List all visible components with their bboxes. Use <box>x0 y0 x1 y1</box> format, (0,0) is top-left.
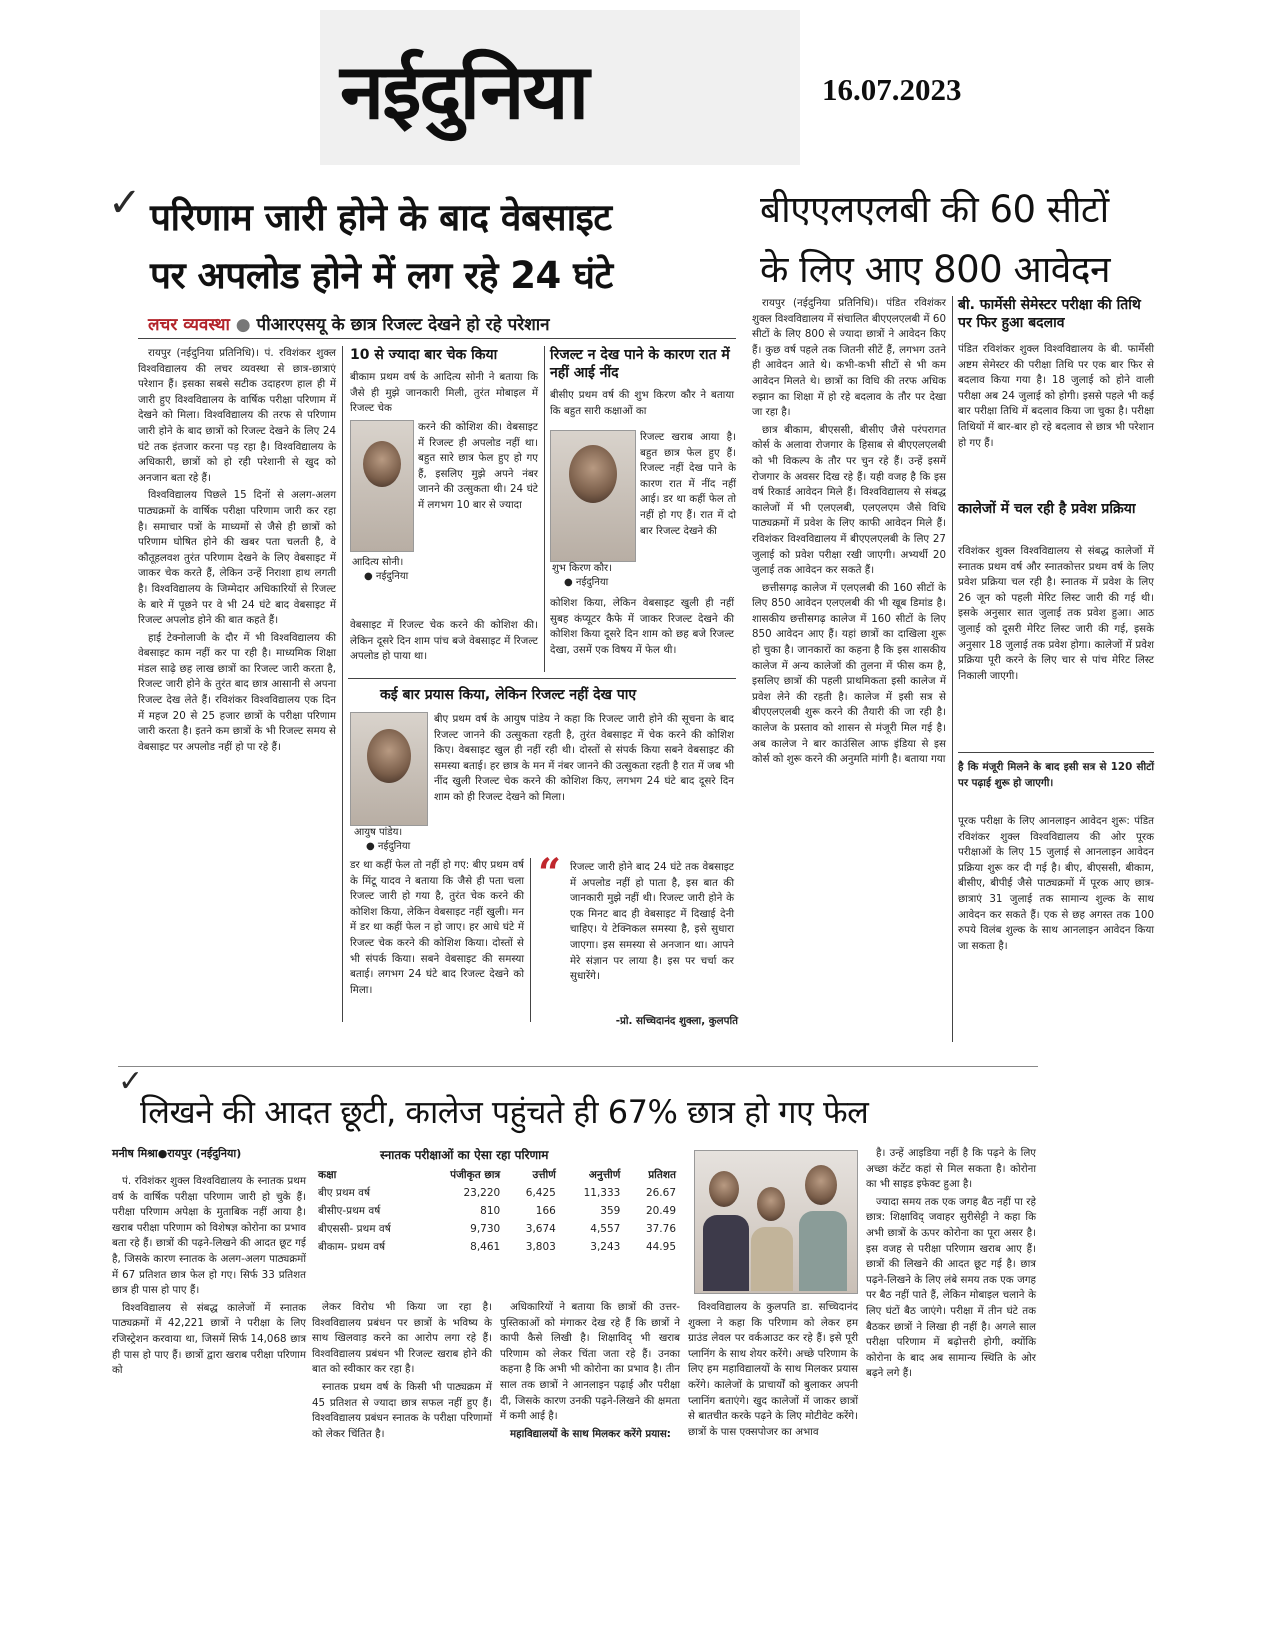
box3-caption-name: आयुष पांडेय। <box>354 827 403 838</box>
divider <box>138 338 736 339</box>
paragraph: ज्यादा समय तक एक जगह बैठ नहीं पा रहे छात्र: शिक्षाविद् जवाहर सुरीसेट्टी ने कहा कि अभी छात्रों के ऊपर कोरोना का पूरा असर है। इस वजह से परीक्षा परिणाम खराब आए हैं। छात्रों की लिखने की आदत छूट गई है। छात्र पढ़ने-लिखने के लिए लंबे समय तक एक जगह पर बैठ नहीं पाते हैं, लेकिन मोबाइल चलाने के लिए घंटों बैठ जाएंगे। परीक्षा में तीन घंटे तक बैठकर छात्रों ने लिखा ही नहीं है। अगले साल परीक्षा परिणाम में बढ़ोत्तरी होगी, क्योंकि कोरोना के बाद अब सामान्य स्थिति के ओर बढ़ने लगे हैं। <box>866 1195 1036 1380</box>
admission-text: रविशंकर शुक्ल विश्वविद्यालय से संबद्ध कालेजों में स्नातक प्रथम वर्ष और स्नातकोत्तर प्रथम वर्ष के लिए प्रवेश प्रक्रिया चल रही है। स्नातक में प्रवेश के लिए 26 जून को पहली मेरिट लिस्ट जारी की गई थी। इसके अनुसार सात जुलाई तक प्रवेश हुआ। आठ जुलाई को दूसरी मेरिट लिस्ट जारी की गई, इसके अनुसार 18 जुलाई तक प्रवेश होगा। कालेजों में प्रवेश प्रक्रिया पूरी करने के लिए चार से पांच मेरिट लिस्ट निकाली जाएगी। <box>958 545 1154 682</box>
paragraph: लेकर विरोध भी किया जा रहा है। विश्वविद्यालय प्रबंधन पर छात्रों के भविष्य के साथ खिलवाड़ करने का आरोप लगा रहे हैं। विश्वविद्यालय प्रबंधन भी रिजल्ट खराब होने की बात को स्वीकार कर रहा है। <box>312 1301 492 1376</box>
table-cell: 26.67 <box>645 1187 676 1199</box>
paragraph: है। उन्हें आइडिया नहीं है कि पढ़ने के लिए अच्छा कंटेंट कहां से मिल सकता है। कोरोना का भी साइड इफेक्ट हुआ है। <box>866 1147 1036 1191</box>
table-cell: 810 <box>480 1205 501 1217</box>
supplementary-exam-text: पूरक परीक्षा के लिए आनलाइन आवेदन शुरू: पंडित रविशंकर शुक्ल विश्वविद्यालय की ओर पूरक परीक्षाओं के लिए 15 जुलाई से आनलाइन आवेदन प्रक्रिया शुरू कर दी गई है। बीए, बीएससी, बीकाम, बीसीए, बीपीई जैसे पाठ्यक्रमों में पूरक आए छात्र-छात्राएं 31 जुलाई तक सामान्य शुल्क के साथ आवेदन कर सकते हैं। एक से छह अगस्त तक 100 रुपये विलंब शुल्क के साथ आनलाइन आवेदन किया जा सकता है। <box>958 815 1154 952</box>
portrait-face <box>805 1165 837 1205</box>
table-cell: 3,803 <box>525 1241 556 1253</box>
result-table-title: स्नातक परीक्षाओं का ऐसा रहा परिणाम <box>380 1148 549 1162</box>
table-cell: 23,220 <box>463 1187 501 1199</box>
table-cell: 20.49 <box>645 1205 676 1217</box>
pharmacy-subhead: बी. फार्मेसी सेमेस्टर परीक्षा की तिथि पर फिर हुआ बदलाव <box>958 297 1141 331</box>
table-cell: 9,730 <box>470 1223 501 1235</box>
box3-caption-source: ● नईदुनिया <box>366 841 411 852</box>
masthead-title: नईदुनिया <box>340 47 588 136</box>
paragraph: विश्वविद्यालय पिछले 15 दिनों से अलग-अलग पाठ्यक्रमों के वार्षिक परीक्षा परिणाम जारी कर रहा है। समाचार पत्रों के माध्यमों से जैसे ही छात्रों को परिणाम घोषित होने की खबर पता चलती है, वे कौतूहलवश तुरंत परिणाम देखने के लिए वेबसाइट में जाकर चेक करते हैं, लेकिन उन्हें निराशा हाथ लगती है। विश्वविद्यालय के जिम्मेदार अधिकारियों से रिजल्ट के बारे में पूछने पर वे भी 24 घंटे बाद वेबसाइट में रिजल्ट अपलोड होने की बात कहते हैं। <box>138 489 336 627</box>
column-header: कक्षा <box>318 1169 337 1181</box>
vc-quote-attribution: -प्रो. सच्चिदानंद शुक्ला, कुलपति <box>615 1015 738 1027</box>
portrait-face <box>569 445 617 503</box>
table-cell: 359 <box>600 1205 621 1217</box>
story1-headline-line2: पर अपलोड होने में लग रहे 24 घंटे <box>150 254 613 297</box>
table-cell: बीए प्रथम वर्ष <box>318 1187 371 1199</box>
column-header: प्रतिशत <box>648 1169 676 1181</box>
check-mark-icon: ✓ <box>118 1064 144 1099</box>
paragraph: विश्वविद्यालय के कुलपति डा. सच्चिदानंद शुक्ला ने कहा कि परिणाम को लेकर हम ग्राउंड लेवल पर वर्कआउट कर रहे हैं। इसे पूरी प्लानिंग के साथ शेयर करेंगे। अच्छे परिणाम के लिए हम महाविद्यालयों के साथ मिलकर प्रयास करेंगे। कालेजों के प्राचार्यों को बुलाकर अपनी प्लानिंग बताएंगे। खुद कालेजों में जाकर छात्रों से बातचीत करके पढ़ने के लिए मोटीवेट करेंगे। छात्रों के पास एक्सपोजर का अभाव <box>688 1301 858 1438</box>
figure-body <box>751 1227 793 1291</box>
paragraph: पं. रविशंकर शुक्ल विश्वविद्यालय के स्नातक प्रथम वर्ष के वार्षिक परीक्षा परिणाम जारी हो चुके हैं। परीक्षा परिणाम अपेक्षा के मुताबिक नहीं आया है। खराब परीक्षा परिणाम को विशेषज्ञ कोरोना का प्रभाव बता रहे हैं। छात्रों की पढ़ने-लिखने की आदत छूट गई है, जिसके कारण स्नातक के अलग-अलग पाठ्यक्रमों में 67 प्रतिशत छात्र फेल हो गए। सिर्फ 33 प्रतिशत छात्र ही पास हो पाए हैं। <box>112 1175 306 1297</box>
quote-mark-icon: “ <box>538 850 562 897</box>
story1-kicker: लचर व्यवस्था <box>148 315 230 335</box>
figure-body <box>703 1215 749 1291</box>
box1-title: 10 से ज्यादा बार चेक किया <box>350 347 498 363</box>
check-mark-icon: ✓ <box>108 180 142 226</box>
portrait-face <box>709 1171 739 1207</box>
table-cell: 4,557 <box>590 1223 621 1235</box>
story3-column4 <box>688 1300 858 1442</box>
table-cell: 3,243 <box>590 1241 621 1253</box>
box3-text: बीए प्रथम वर्ष के आयुष पांडेय ने कहा कि रिजल्ट जारी होने की सूचना के बाद रिजल्ट जानने की उत्सुकता रहती है, तुरंत वेबसाइट में चेक करने की कोशिश किए। वेबसाइट खुल ही नहीं रही थी। दोस्तों से संपर्क किया सबने वेबसाइट की समस्या बताई। हर छात्र के मन में नंबर जानने की उत्सुकता रहती है रात में जब भी नींद खुली रिजल्ट चेक करने की कोशिश किए, लगभग 24 घंटे बाद दूसरे दिन शाम को ही रिजल्ट देखने को मिला। <box>434 713 734 803</box>
paragraph: अधिकारियों ने बताया कि छात्रों की उत्तर-पुस्तिकाओं को मंगाकर देख रहे हैं कि छात्रों ने कापी कैसे लिखी है। शिक्षाविद् भी खराब परिणाम को लेकर चिंता जता रहे हैं। उनका कहना है कि अभी भी कोरोना का प्रभाव है। तीन साल तक छात्रों ने आनलाइन पढ़ाई और परीक्षा दी, जिसके कारण उनकी पढ़ने-लिखने की क्षमता में कमी आई है। <box>500 1301 680 1423</box>
divider <box>958 752 1154 753</box>
story2-column1 <box>752 296 946 770</box>
table-cell: 8,461 <box>470 1241 501 1253</box>
divider <box>952 296 953 1042</box>
paragraph: रायपुर (नईदुनिया प्रतिनिधि)। पं. रविशंकर शुक्ल विश्वविद्यालय की लचर व्यवस्था से छात्र-छात्राएं परेशान हैं। इसका सबसे सटीक उदाहरण हाल ही में जारी हुए विश्वविद्यालय के वार्षिक परीक्षा परिणाम में देखने को मिला। विश्वविद्यालय की तरफ से परिणाम जारी होने के बाद छात्रों को रिजल्ट देखने के लिए 24 घंटे तक इंतजार करना पड़ रहा है। विश्वविद्यालय के अधिकारी, छात्रों को हो रही परेशानी से खुद को अनजान बता रहे हैं। <box>138 347 336 484</box>
box2-caption-name: शुभ किरण कौर। <box>552 563 612 574</box>
table-cell: 37.76 <box>645 1223 676 1235</box>
figure-body <box>799 1211 847 1291</box>
table-row <box>312 1238 682 1256</box>
table-cell: बीसीए-प्रथम वर्ष <box>318 1205 381 1217</box>
students-group-photo <box>694 1150 858 1294</box>
table-cell: बीकाम- प्रथम वर्ष <box>318 1241 386 1253</box>
portrait-face <box>367 729 411 783</box>
pharmacy-text: पंडित रविशंकर शुक्ल विश्वविद्यालय के बी. फार्मेसी अष्टम सेमेस्टर की परीक्षा तिथि पर एक बार फिर से बदलाव किया गया है। 18 जुलाई को होने वाली परीक्षा अब 24 जुलाई को होगी। इससे पहले भी कई बार परीक्षा तिथि में बदलाव किया जा चुका है। परीक्षा तिथियों में बार-बार हो रहे बदलाव से छात्र भी परेशान हो गए हैं। <box>958 343 1154 449</box>
story1-column1 <box>138 346 336 757</box>
story2-headline-line1: बीएएलएलबी की 60 सीटों <box>760 188 1109 231</box>
table-row <box>312 1202 682 1220</box>
paragraph: विश्वविद्यालय से संबद्ध कालेजों में स्नातक पाठ्यक्रमों में 42,221 छात्रों ने परीक्षा के लिए रजिस्ट्रेशन करवाया था, जिसमें सिर्फ 14,068 छात्र ही पास हो पाए हैं। छात्रों द्वारा खराब परीक्षा परिणाम को <box>112 1301 306 1377</box>
admission-subhead: कालेजों में चल रही है प्रवेश प्रक्रिया <box>958 501 1136 517</box>
box1-text-bottom: वेबसाइट में रिजल्ट चेक करने की कोशिश की। लेकिन दूसरे दिन शाम पांच बजे वेबसाइट में रिजल्ट अपलोड हो पाया था। <box>350 619 538 663</box>
box1-caption-source: ● नईदुनिया <box>364 571 409 582</box>
divider <box>544 346 545 672</box>
vc-quote-text: रिजल्ट जारी होने बाद 24 घंटे तक वेबसाइट में अपलोड नहीं हो पाता है, इस बात की जानकारी मुझे नहीं थी। रिजल्ट जारी होने के एक मिनट बाद ही वेबसाइट में दिखाई देनी चाहिए। ये टेक्निकल समस्या है, इसे सुधारा जाएगा। इस समस्या से अनजान था। आपने मेरे संज्ञान पर लाया है। इस पर चर्चा कर सुधारेंगे। <box>570 861 734 983</box>
photo-aditya-soni <box>350 420 414 552</box>
box2-text-bottom: कोशिश किया, लेकिन वेबसाइट खुली ही नहीं सुबह कंप्यूटर कैफे में जाकर रिजल्ट देखने की कोशिश किया दूसरे दिन शाम को छह बजे रिजल्ट देखा, उसमें एक विषय में फेल थी। <box>550 597 734 656</box>
story3-byline: मनीष मिश्रा●रायपुर (नईदुनिया) <box>112 1147 242 1160</box>
paragraph: छात्र बीकाम, बीएससी, बीसीए जैसे परंपरागत कोर्स के अलावा रोजगार के हिसाब से बीएएलएलबी को भी विकल्प के तौर पर चुन रहे हैं। उन्हें इसमें रोजगार के अवसर दिख रहे हैं। यही वजह है कि इस वर्ष रिकार्ड आवेदन मिले हैं। विश्वविद्यालय से संबद्ध कालेजों में भी एलएलबी, एलएलएम जैसे विधि पाठ्यक्रमों में प्रवेश के लिए काफी आवेदन मिले हैं। रविशंकर विश्वविद्यालय में बीएएलएलबी के लिए 27 जुलाई को प्रवेश परीक्षा रखी जाएगी। अभ्यर्थी 20 जुलाई तक आवेदन कर सकते हैं। <box>752 423 946 577</box>
story3-column3 <box>500 1300 680 1444</box>
story3-column5 <box>866 1146 1036 1384</box>
photo-ayush-pandey <box>350 712 428 826</box>
table-cell: 6,425 <box>525 1187 556 1199</box>
table-header-row <box>312 1166 682 1184</box>
story1-deck <box>148 312 550 335</box>
portrait-face <box>363 441 401 487</box>
divider <box>342 346 343 1022</box>
column-header: उत्तीर्ण <box>532 1169 556 1181</box>
table-cell: बीएससी- प्रथम वर्ष <box>318 1223 391 1235</box>
divider <box>118 1066 1038 1067</box>
table-cell: 166 <box>535 1205 556 1217</box>
result-table <box>312 1166 682 1256</box>
table-cell: 44.95 <box>645 1241 676 1253</box>
story1-headline-line1: परिणाम जारी होने के बाद वेबसाइट <box>150 196 612 239</box>
column-header: अनुत्तीर्ण <box>588 1169 621 1181</box>
box1-text-side: करने की कोशिश की। वेबसाइट में रिजल्ट ही अपलोड नहीं था। बहुत सारे छात्र फेल हुए हो गए हैं, इसलिए मुझे अपने नंबर जानने की उत्सुकता थी। 24 घंटे में लगभग 10 बार से ज्यादा <box>418 421 538 511</box>
story2-headline-line2: के लिए आए 800 आवेदन <box>760 248 1111 291</box>
table-row <box>312 1220 682 1238</box>
story1-deck-text: पीआरएसयू के छात्र रिजल्ट देखने हो रहे परेशान <box>256 315 550 335</box>
portrait-face <box>757 1187 785 1221</box>
table-cell: 11,333 <box>583 1187 621 1199</box>
story2-continuation: है कि मंजूरी मिलने के बाद इसी सत्र से 120 सीटों पर पढ़ाई शुरू हो जाएगी। <box>958 761 1154 789</box>
table-cell: 3,674 <box>525 1223 556 1235</box>
paragraph: स्नातक प्रथम वर्ष के किसी भी पाठ्यक्रम में 45 प्रतिशत से ज्यादा छात्र सफल नहीं हुए हैं। विश्वविद्यालय प्रबंधन स्नातक के परीक्षा परिणामों को लेकर चिंतित है। <box>312 1380 492 1440</box>
paragraph: छत्तीसगढ़ कालेज में एलएलबी की 160 सीटों के लिए 850 आवेदन एलएलबी की भी खूब डिमांड है। शासकीय छत्तीसगढ़ कालेज में 160 सीटों के लिए 850 आवेदन आए हैं। यहां छात्रों का दाखिला शुरू हो चुका है। जानकारों का कहना है कि इस शासकीय कालेज में अन्य कालेजों की तुलना में फीस कम है, इसलिए छात्रों की पहली प्राथमिकता इसी कालेज में प्रवेश लेने की रहती है। कालेज में इसी सत्र से बीएएलएलबी शुरू करने की तैयारी की जा रही है। कालेज के प्रस्ताव को शासन से मंजूरी मिल गई है। अब कालेज ने बार काउंसिल आफ इंडिया से इस कोर्स को शुरू करने की अनुमति मांगी है। बताया गया <box>752 581 946 766</box>
story3-column2 <box>312 1300 492 1444</box>
photo-shubh-kiran-kaur <box>550 430 636 562</box>
divider <box>348 678 736 679</box>
box2-text-top: बीसीए प्रथम वर्ष की शुभ किरण कौर ने बताया कि बहुत सारी कक्षाओं का <box>550 389 734 417</box>
box2-title: रिजल्ट न देख पाने के कारण रात में नहीं आई नींद <box>550 347 730 381</box>
box4-text: डर था कहीं फेल तो नहीं हो गए: बीए प्रथम वर्ष के मिंटू यादव ने बताया कि जैसे ही पता चला रिजल्ट जारी हो गया है, तुरंत चेक करने की कोशिश किया, लेकिन वेबसाइट नहीं खुली। मन में डर था कहीं फेल न हो जाए। हर आधे घंटे में रिजल्ट चेक करने की कोशिश किया। दोस्तों से भी संपर्क किया। सबने वेबसाइट की समस्या बताई। लगभग 24 घंटे बाद रिजल्ट देखने को मिला। <box>350 859 524 996</box>
box2-caption-source: ● नईदुनिया <box>564 577 609 588</box>
subhead-inline: महाविद्यालयों के साथ मिलकर करेंगे प्रयास: <box>510 1427 671 1440</box>
box3-title: कई बार प्रयास किया, लेकिन रिजल्ट नहीं देख पाए <box>380 687 637 703</box>
edition-date: 16.07.2023 <box>822 72 962 107</box>
box2-text-side: रिजल्ट खराब आया है। बहुत छात्र फेल हुए हैं। रिजल्ट नहीं देख पाने के कारण रात में नींद नहीं आई। डर था कहीं फेल तो नहीं हो गए हैं। रात में दो बार रिजल्ट देखने की <box>640 431 736 537</box>
table-row <box>312 1184 682 1202</box>
column-header: पंजीकृत छात्र <box>450 1169 501 1181</box>
divider <box>530 858 531 1022</box>
box1-caption-name: आदित्य सोनी। <box>352 557 404 568</box>
paragraph: रायपुर (नईदुनिया प्रतिनिधि)। पंडित रविशंकर शुक्ल विश्वविद्यालय में संचालित बीएएलएलबी में 60 सीटों के लिए 800 से ज्यादा छात्रों ने आवेदन किए हैं। कुछ वर्ष पहले तक जितनी सीटें हैं, लगभग उतने ही आवेदन आते थे। कभी-कभी सीटों से भी कम आवेदन मिलते थे। छात्रों का विधि की तरफ अधिक रुझान का शिक्षा में हो रहे बदलाव के तौर पर देखा जा रहा है। <box>752 297 946 419</box>
story3-column1 <box>112 1174 306 1381</box>
paragraph: हाई टेक्नोलाजी के दौर में भी विश्वविद्यालय की वेबसाइट काम नहीं कर पा रही है। माध्यमिक शिक्षा मंडल साढ़े छह लाख छात्रों का रिजल्ट जारी करता है, रिजल्ट जारी होने के तुरंत बाद छात्र आसानी से अपना रिजल्ट देख लेते हैं। रविशंकर विश्वविद्यालय एक दिन में महज 20 से 25 हजार छात्रों के परीक्षा परिणाम जारी करता है। इतने कम छात्रों के भी रिजल्ट समय से वेबसाइट पर अपलोड नहीं हो पा रहे हैं। <box>138 631 336 753</box>
bullet-dot-icon: ● <box>235 315 251 335</box>
box1-text-top: बीकाम प्रथम वर्ष के आदित्य सोनी ने बताया कि जैसे ही मुझे जानकारी मिली, तुरंत मोबाइल में रिजल्ट चेक <box>350 371 538 415</box>
story3-headline: लिखने की आदत छूटी, कालेज पहुंचते ही 67% छात्र हो गए फेल <box>140 1093 869 1131</box>
